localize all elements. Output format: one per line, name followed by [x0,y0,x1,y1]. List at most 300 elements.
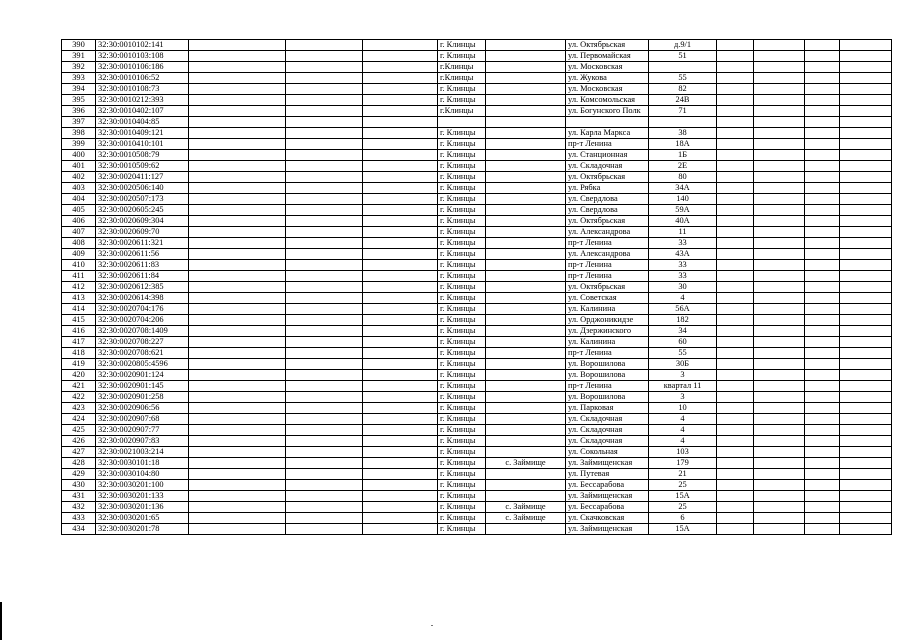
empty-cell [840,51,892,62]
table-row [62,513,892,524]
empty-cell [189,62,286,73]
city-cell: г. Клинцы [438,304,486,315]
empty-cell [717,502,754,513]
empty-cell [805,480,840,491]
street-cell: ул. Ворошилова [566,370,649,381]
empty-cell [754,491,805,502]
row-number-cell: 429 [62,469,96,480]
empty-cell [189,172,286,183]
empty-cell [840,458,892,469]
city-cell: г. Клинцы [438,447,486,458]
scan-edge-mark [0,602,2,640]
table-row [62,249,892,260]
city-cell: г. Клинцы [438,249,486,260]
empty-cell [805,326,840,337]
empty-cell [805,73,840,84]
settlement-cell [486,326,566,337]
row-number-cell: 427 [62,447,96,458]
table-body [62,40,892,535]
street-cell: ул. Александрова [566,249,649,260]
empty-cell [189,337,286,348]
city-cell: г. Клинцы [438,502,486,513]
table-row [62,216,892,227]
cadastral-number-cell: 32:30:0020901:124 [96,370,189,381]
settlement-cell [486,249,566,260]
street-cell: ул. Свердлова [566,205,649,216]
empty-cell [189,227,286,238]
table-row [62,62,892,73]
empty-cell [286,238,363,249]
settlement-cell [486,293,566,304]
empty-cell [363,469,438,480]
empty-cell [754,524,805,535]
empty-cell [754,403,805,414]
house-cell: 33 [649,238,717,249]
cadastral-number-cell: 32:30:0020907:68 [96,414,189,425]
house-cell: 1Б [649,150,717,161]
street-cell: ул. Калинина [566,337,649,348]
cadastral-number-cell: 32:30:0010409:121 [96,128,189,139]
empty-cell [717,117,754,128]
empty-cell [754,458,805,469]
house-cell: 103 [649,447,717,458]
empty-cell [840,359,892,370]
empty-cell [189,304,286,315]
empty-cell [840,205,892,216]
empty-cell [717,227,754,238]
street-cell: пр-т Ленина [566,260,649,271]
settlement-cell [486,414,566,425]
empty-cell [286,282,363,293]
empty-cell [805,315,840,326]
empty-cell [717,381,754,392]
empty-cell [717,447,754,458]
city-cell: г. Клинцы [438,227,486,238]
row-number-cell: 433 [62,513,96,524]
settlement-cell: с. Займище [486,513,566,524]
settlement-cell [486,128,566,139]
empty-cell [363,227,438,238]
table-row [62,106,892,117]
table-row [62,491,892,502]
empty-cell [840,392,892,403]
empty-cell [717,106,754,117]
city-cell: г. Клинцы [438,370,486,381]
empty-cell [189,150,286,161]
house-cell: 3 [649,392,717,403]
street-cell: ул. Складочная [566,436,649,447]
empty-cell [286,436,363,447]
empty-cell [805,95,840,106]
scan-speck [431,625,433,626]
settlement-cell [486,150,566,161]
empty-cell [286,95,363,106]
table-row [62,315,892,326]
empty-cell [286,73,363,84]
street-cell: ул. Комсомольская [566,95,649,106]
table-row [62,194,892,205]
empty-cell [840,491,892,502]
street-cell: ул. Первомайская [566,51,649,62]
settlement-cell [486,337,566,348]
empty-cell [189,161,286,172]
empty-cell [805,216,840,227]
empty-cell [363,205,438,216]
empty-cell [189,469,286,480]
empty-cell [717,172,754,183]
empty-cell [840,337,892,348]
table-row [62,403,892,414]
table-row [62,117,892,128]
empty-cell [286,458,363,469]
table-row [62,436,892,447]
empty-cell [754,315,805,326]
empty-cell [805,469,840,480]
city-cell: г. Клинцы [438,469,486,480]
street-cell: ул. Станционная [566,150,649,161]
empty-cell [754,238,805,249]
settlement-cell [486,205,566,216]
cadastral-number-cell: 32:30:0020907:83 [96,436,189,447]
empty-cell [754,469,805,480]
house-cell: 59А [649,205,717,216]
empty-cell [805,238,840,249]
settlement-cell [486,172,566,183]
cadastral-number-cell: 32:30:0020906:56 [96,403,189,414]
empty-cell [717,271,754,282]
city-cell: г. Клинцы [438,315,486,326]
empty-cell [286,128,363,139]
empty-cell [805,84,840,95]
empty-cell [805,205,840,216]
city-cell: г. Клинцы [438,216,486,227]
empty-cell [286,51,363,62]
empty-cell [805,425,840,436]
empty-cell [754,172,805,183]
street-cell: ул. Карла Маркса [566,128,649,139]
empty-cell [363,304,438,315]
table-row [62,128,892,139]
empty-cell [286,392,363,403]
empty-cell [363,95,438,106]
house-cell: 51 [649,51,717,62]
city-cell: г. Клинцы [438,139,486,150]
street-cell: ул. Советская [566,293,649,304]
table-row [62,183,892,194]
street-cell [566,117,649,128]
empty-cell [840,84,892,95]
row-number-cell: 416 [62,326,96,337]
empty-cell [286,414,363,425]
city-cell: г.Клинцы [438,62,486,73]
cadastral-number-cell: 32:30:0010402:107 [96,106,189,117]
cadastral-number-cell: 32:30:0020611:83 [96,260,189,271]
empty-cell [840,183,892,194]
house-cell: 10 [649,403,717,414]
empty-cell [840,403,892,414]
empty-cell [840,436,892,447]
empty-cell [754,271,805,282]
empty-cell [805,491,840,502]
row-number-cell: 420 [62,370,96,381]
empty-cell [363,282,438,293]
settlement-cell [486,447,566,458]
empty-cell [189,326,286,337]
empty-cell [189,40,286,51]
city-cell: г. Клинцы [438,238,486,249]
empty-cell [717,51,754,62]
cadastral-number-cell: 32:30:0020907:77 [96,425,189,436]
empty-cell [189,370,286,381]
empty-cell [754,183,805,194]
house-cell: 33 [649,260,717,271]
row-number-cell: 409 [62,249,96,260]
empty-cell [286,315,363,326]
empty-cell [805,183,840,194]
empty-cell [805,304,840,315]
empty-cell [717,337,754,348]
house-cell: 34 [649,326,717,337]
cadastral-number-cell: 32:30:0010106:52 [96,73,189,84]
empty-cell [286,304,363,315]
house-cell: 30Б [649,359,717,370]
empty-cell [189,183,286,194]
empty-cell [805,249,840,260]
row-number-cell: 432 [62,502,96,513]
row-number-cell: 402 [62,172,96,183]
house-cell: квартал 11 [649,381,717,392]
empty-cell [286,403,363,414]
row-number-cell: 431 [62,491,96,502]
empty-cell [286,524,363,535]
house-cell: 38 [649,128,717,139]
street-cell: ул. Бессарабова [566,502,649,513]
settlement-cell [486,480,566,491]
empty-cell [717,139,754,150]
empty-cell [754,425,805,436]
empty-cell [363,359,438,370]
empty-cell [805,524,840,535]
street-cell: ул. Московская [566,84,649,95]
empty-cell [717,403,754,414]
row-number-cell: 395 [62,95,96,106]
row-number-cell: 415 [62,315,96,326]
street-cell: ул. Александрова [566,227,649,238]
row-number-cell: 414 [62,304,96,315]
street-cell: ул. Займищенская [566,458,649,469]
cadastral-number-cell: 32:30:0020611:56 [96,249,189,260]
city-cell: г. Клинцы [438,271,486,282]
empty-cell [189,524,286,535]
street-cell: ул. Калинина [566,304,649,315]
settlement-cell [486,238,566,249]
empty-cell [189,128,286,139]
table-row [62,370,892,381]
city-cell: г. Клинцы [438,491,486,502]
empty-cell [840,227,892,238]
empty-cell [717,293,754,304]
empty-cell [286,194,363,205]
cadastral-number-cell: 32:30:0010404:85 [96,117,189,128]
empty-cell [754,216,805,227]
empty-cell [363,139,438,150]
empty-cell [805,161,840,172]
empty-cell [717,370,754,381]
empty-cell [189,359,286,370]
empty-cell [840,40,892,51]
empty-cell [840,172,892,183]
city-cell: г. Клинцы [438,95,486,106]
empty-cell [363,381,438,392]
empty-cell [363,502,438,513]
street-cell: ул. Складочная [566,161,649,172]
empty-cell [363,216,438,227]
street-cell: ул. Бессарабова [566,480,649,491]
empty-cell [805,260,840,271]
empty-cell [754,117,805,128]
empty-cell [805,271,840,282]
empty-cell [754,304,805,315]
table-row [62,40,892,51]
table-row [62,95,892,106]
empty-cell [717,40,754,51]
empty-cell [717,491,754,502]
empty-cell [189,271,286,282]
city-cell: г. Клинцы [438,381,486,392]
row-number-cell: 418 [62,348,96,359]
house-cell: 4 [649,293,717,304]
empty-cell [754,502,805,513]
empty-cell [286,348,363,359]
empty-cell [363,326,438,337]
empty-cell [189,293,286,304]
cadastral-number-cell: 32:30:0020614:398 [96,293,189,304]
empty-cell [840,524,892,535]
settlement-cell [486,216,566,227]
empty-cell [805,403,840,414]
empty-cell [189,205,286,216]
empty-cell [189,216,286,227]
cadastral-number-cell: 32:30:0021003:214 [96,447,189,458]
city-cell: г. Клинцы [438,326,486,337]
house-cell: 82 [649,84,717,95]
empty-cell [754,392,805,403]
house-cell [649,62,717,73]
empty-cell [189,315,286,326]
row-number-cell: 428 [62,458,96,469]
empty-cell [717,216,754,227]
empty-cell [189,425,286,436]
empty-cell [754,150,805,161]
empty-cell [189,51,286,62]
empty-cell [286,469,363,480]
settlement-cell [486,51,566,62]
empty-cell [717,524,754,535]
empty-cell [805,150,840,161]
street-cell: ул. Октябрьская [566,216,649,227]
city-cell: г. Клинцы [438,150,486,161]
table-row [62,238,892,249]
empty-cell [805,227,840,238]
empty-cell [840,161,892,172]
table-row [62,326,892,337]
row-number-cell: 404 [62,194,96,205]
street-cell: ул. Московская [566,62,649,73]
empty-cell [363,117,438,128]
street-cell: ул. Октябрьская [566,40,649,51]
city-cell: г. Клинцы [438,337,486,348]
empty-cell [840,139,892,150]
settlement-cell [486,40,566,51]
settlement-cell [486,425,566,436]
street-cell: ул. Рябка [566,183,649,194]
empty-cell [286,447,363,458]
empty-cell [363,480,438,491]
empty-cell [717,150,754,161]
table-row [62,524,892,535]
empty-cell [805,194,840,205]
empty-cell [363,128,438,139]
settlement-cell [486,491,566,502]
empty-cell [840,216,892,227]
empty-cell [363,293,438,304]
table-row [62,161,892,172]
empty-cell [286,370,363,381]
city-cell: г. Клинцы [438,84,486,95]
empty-cell [189,117,286,128]
empty-cell [286,326,363,337]
house-cell: 55 [649,348,717,359]
empty-cell [286,40,363,51]
empty-cell [363,315,438,326]
empty-cell [363,337,438,348]
settlement-cell [486,227,566,238]
house-cell: 30 [649,282,717,293]
empty-cell [754,348,805,359]
empty-cell [754,62,805,73]
table-row [62,480,892,491]
city-cell [438,117,486,128]
empty-cell [286,216,363,227]
row-number-cell: 410 [62,260,96,271]
city-cell: г. Клинцы [438,128,486,139]
street-cell: ул. Складочная [566,414,649,425]
empty-cell [717,469,754,480]
street-cell: ул. Дзержинского [566,326,649,337]
city-cell: г. Клинцы [438,359,486,370]
empty-cell [286,117,363,128]
table-row [62,447,892,458]
cadastral-number-cell: 32:30:0020704:206 [96,315,189,326]
city-cell: г. Клинцы [438,436,486,447]
city-cell: г. Клинцы [438,524,486,535]
house-cell: 4 [649,425,717,436]
empty-cell [805,139,840,150]
empty-cell [286,161,363,172]
row-number-cell: 423 [62,403,96,414]
cadastral-number-cell: 32:30:0010410:101 [96,139,189,150]
cadastral-number-cell: 32:30:0010508:79 [96,150,189,161]
house-cell: 24В [649,95,717,106]
empty-cell [840,480,892,491]
street-cell: ул. Займищенская [566,524,649,535]
city-cell: г.Клинцы [438,73,486,84]
empty-cell [717,414,754,425]
street-cell: пр-т Ленина [566,271,649,282]
empty-cell [840,128,892,139]
empty-cell [189,348,286,359]
row-number-cell: 426 [62,436,96,447]
